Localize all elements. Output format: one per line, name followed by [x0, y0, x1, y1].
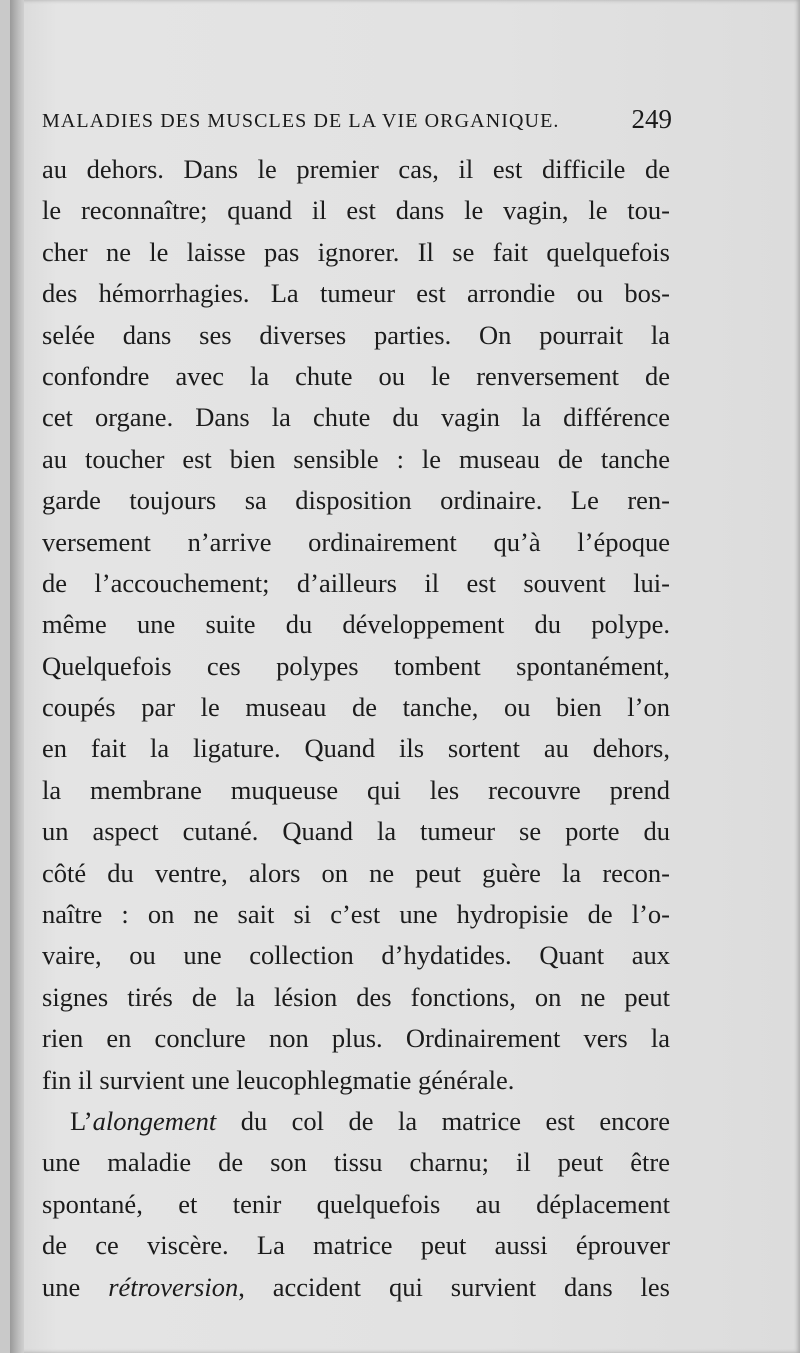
page-number: 249	[631, 104, 672, 134]
italic-term: alongement	[92, 1105, 217, 1136]
text-line: de ce viscère. La matrice peut aussi éprouver	[42, 1230, 670, 1261]
text-line: versement n’arrive ordinairement qu’à l’époque	[42, 526, 670, 557]
text-line: Quelquefois ces polypes tombent spontanément,	[42, 650, 670, 681]
text-fragment: du col de la matrice est encore	[216, 1105, 670, 1136]
text-line: en fait la ligature. Quand ils sortent au dehors,	[42, 733, 670, 764]
text-fragment: , accident qui survient dans les	[238, 1271, 670, 1302]
text-line: au toucher est bien sensible : le museau de tanche	[42, 443, 670, 474]
text-line: un aspect cutané. Quand la tumeur se porte du	[42, 816, 670, 847]
text-line: des hémorrhagies. La tumeur est arrondie ou bos-	[42, 278, 670, 309]
text-line: cet organe. Dans la chute du vagin la différence	[42, 402, 670, 433]
text-line: même une suite du développement du polype.	[42, 609, 670, 640]
text-line: vaire, ou une collection d’hydatides. Quant aux	[42, 940, 670, 971]
page-gutter-shadow	[10, 0, 24, 1353]
text-line: confondre avec la chute ou le renversement de	[42, 360, 670, 391]
text-fragment: L’	[70, 1105, 93, 1136]
text-line: cher ne le laisse pas ignorer. Il se fait quelquefois	[42, 236, 670, 267]
text-line: de l’accouchement; d’ailleurs il est souvent lui-	[42, 567, 670, 598]
paragraph-line	[42, 1267, 670, 1308]
running-header	[42, 104, 672, 138]
text-line: garde toujours sa disposition ordinaire. Le ren-	[42, 485, 670, 516]
paragraph-line	[42, 1101, 670, 1142]
running-title: MALADIES DES MUSCLES DE LA VIE ORGANIQUE.	[42, 110, 560, 132]
italic-term: rétroversion	[108, 1271, 239, 1302]
body-text	[42, 149, 670, 1308]
text-line: spontané, et tenir quelquefois au déplacement	[42, 1188, 670, 1219]
text-line: coupés par le museau de tanche, ou bien l’on	[42, 692, 670, 723]
text-line: selée dans ses diverses parties. On pourrait la	[42, 319, 670, 350]
text-line: fin il survient une leucophlegmatie générale.	[42, 1064, 515, 1095]
text-line: le reconnaître; quand il est dans le vagin, le tou-	[42, 195, 670, 226]
text-line: rien en conclure non plus. Ordinairement vers la	[42, 1023, 670, 1054]
text-line: une maladie de son tissu charnu; il peut être	[42, 1147, 670, 1178]
text-line: la membrane muqueuse qui les recouvre prend	[42, 774, 670, 805]
text-fragment: une	[42, 1271, 109, 1302]
text-line: côté du ventre, alors on ne peut guère la recon-	[42, 857, 670, 888]
text-line: naître : on ne sait si c’est une hydropisie de l’o-	[42, 899, 670, 930]
text-line: au dehors. Dans le premier cas, il est difficile de	[42, 154, 670, 184]
book-page	[10, 0, 800, 1353]
text-line: signes tirés de la lésion des fonctions, on ne peut	[42, 981, 670, 1012]
